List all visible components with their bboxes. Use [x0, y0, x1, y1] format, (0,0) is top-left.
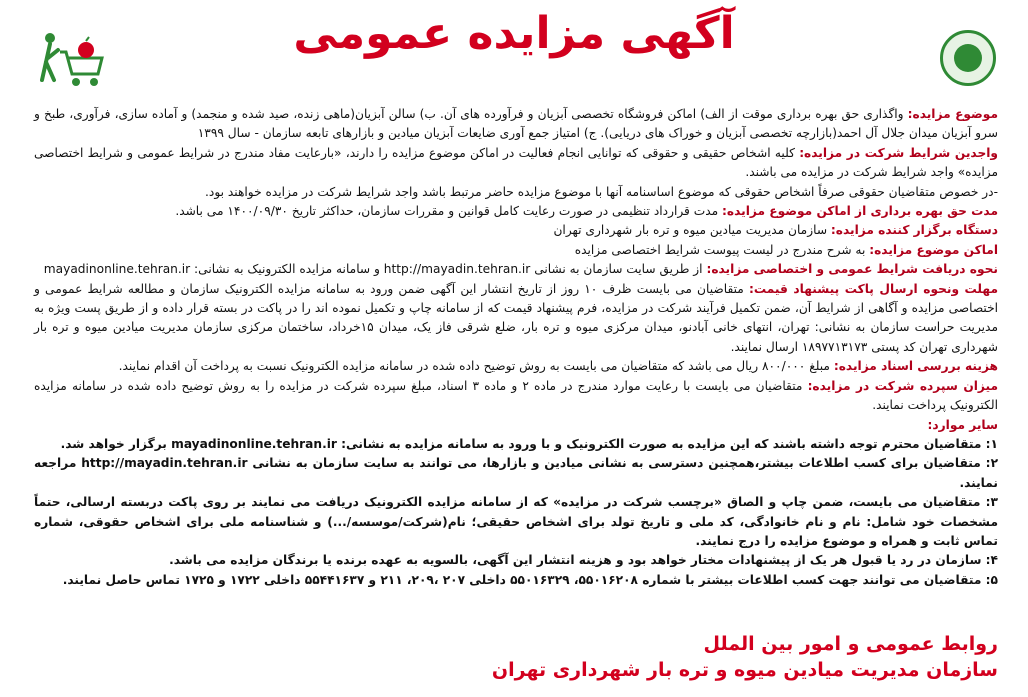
section-legal-entities: -در خصوص متقاضیان حقوقی صرفاً اشخاص حقوقی که موضوع اساسنامه آنها با موضوع مزایده حاضر مرتبط باشد واجد شرایط شرکت در مزایده خواهند بود. [205, 184, 998, 199]
other-item-5: ۵: متقاضیان می توانند جهت کسب اطلاعات بیشتر با شماره ۵۵۰۱۶۲۰۸، ۵۵۰۱۶۳۲۹ داخلی ۲۰۷ ،۲۰۹، ۲۱۱ و ۵۵۴۴۱۶۳۷ داخلی ۱۷۲۲ و ۱۷۲۵ تماس حاصل نمایند. [62, 572, 998, 587]
other-item-4: ۴: سازمان در رد یا قبول هر یک از پیشنهادات مختار خواهد بود و هزینه انتشار این آگهی، بالسویه به عهده برنده یا برندگان مزایده می باشد. [169, 553, 998, 568]
section-deposit: میزان سپرده شرکت در مزایده: متقاضیان می بایست با رعایت موارد مندرج در ماده ۲ و ماده ۳ اسناد، مبلغ سپرده شرکت در مزایده را به روش توضیح داده شده در سامانه مزایده الکترونیک پرداخت نمایند. [34, 378, 999, 413]
footer-line-pr: روابط عمومی و امور بین الملل [703, 633, 998, 655]
page-title: آگهی مزایده عمومی [293, 8, 735, 59]
section-documents: نحوه دریافت شرایط عمومی و اختصاصی مزایده: از طریق سایت سازمان به نشانی http://mayadin.tehran.ir و سامانه مزایده الکترونیک به نشانی: mayadinonline.tehran.ir [43, 262, 998, 277]
section-duration: مدت حق بهره برداری از اماکن موضوع مزایده: مدت قرارداد تنظیمی در صورت رعایت کامل قوانین و مقررات سازمان، حداکثر تاریخ ۱۴۰۰/۰۹/۳۰ می باشد. [175, 204, 998, 219]
section-review-fee: هزینه بررسی اسناد مزایده: مبلغ ۸۰۰/۰۰۰ ریال می باشد که متقاضیان می بایست به روش توضیح داده شده در سامانه مزایده الکترونیک نسبت به پرداخت آن اقدام نمایند. [118, 359, 998, 374]
footer-signature [492, 631, 998, 683]
other-item-3: ۳: متقاضیان می بایست، ضمن چاپ و الصاق «برچسب شرکت در مزایده» که از سامانه مزایده الکترونیک دریافت می نمایند بر روی پاکت دربسته ارسالی، حتماً مشخصات خود شامل: نام و نام خانوادگی، کد ملی و تاریخ تولد برای اشخاص حقیقی؛ نام(شرکت/موسسه/...) و شناسنامه ملی برای اشخاص حقوقی، شماره تماس ثابت و همراه و موضوع مزایده را درج نمایند. [34, 495, 998, 548]
section-eligibility: واجدین شرایط شرکت در مزایده: کلیه اشخاص حقیقی و حقوقی که توانایی انجام فعالیت در اماکن موضوع مزایده را دارند، «بارعایت مفاد مندرج در شرایط عمومی و شرایط اختصاصی مزایده» واجد شرایط شرکت در مزایده می باشند. [34, 145, 999, 180]
section-other: سایر موارد: [927, 417, 998, 432]
section-organizer: دستگاه برگزار کننده مزایده: سازمان مدیریت میادین میوه و تره بار شهرداری تهران [553, 223, 998, 238]
other-item-2: ۲: متقاضیان برای کسب اطلاعات بیشتر،همچنین دسترسی به نشانی میادین و بازارها، می توانند به سایت سازمان به نشانی http://mayadin.tehran.ir مراجعه نمایند. [34, 456, 999, 490]
header [30, 0, 998, 105]
footer-line-org: سازمان مدیریت میادین میوه و تره بار شهرداری تهران [491, 659, 998, 681]
other-item-1: ۱: متقاضیان محترم توجه داشته باشند که این مزایده به صورت الکترونیک و با ورود به سامانه مزایده به نشانی: mayadinonline.tehran.ir برگزار خواهد شد. [60, 436, 998, 451]
section-subject: موضوع مزایده: واگذاری حق بهره برداری موقت از الف) اماکن فروشگاه تخصصی آبزیان و فرآورده های آن. ب) سالن آبزیان(ماهی زنده، صید شده و منجمد) و آماده سازی، فرآوری، طبخ و سرو آبزیان میدان جلال آل احمد(بازارچه تخصصی آبزیان و خوراک های دریایی). ج) امتیاز جمع آوری ضایعات آبزیان میادین و بازارهای تابعه سازمان - سال ۱۳۹۹ [34, 107, 998, 141]
section-venues: اماکن موضوع مزایده: به شرح مندرج در لیست پیوست شرایط اختصاصی مزایده [574, 242, 998, 257]
shopping-cart-icon [36, 28, 106, 98]
section-deadline: مهلت ونحوه ارسال پاکت پیشنهاد قیمت: متقاضیان می بایست ظرف ۱۰ روز از تاریخ انتشار این آگهی ضمن ورود به سامانه مزایده الکترونیک سازمان و مطالعه شرایط عمومی و اختصاصی مزایده و آگاهی از شرایط آن، ضمن تکمیل فرآیند شرکت در مزایده، فرم پیشنهاد قیمت که از سامانه چاپ و تکمیل نموده اند را در پاکت در بسته قرار داده و از طریق پست ویژه به مدیریت حراست سازمان به نشانی: تهران، انتهای خانی آبادنو، میدان مرکزی میوه و تره بار، ضلع شرقی فاز یک، میدان ۱۵خرداد، ساختمان مرکزی سازمان مدیریت میادین میوه و تره بار شهرداری تهران کد پستی ۱۸۹۷۷۱۳۱۷۳ ارسال نمایند. [34, 281, 999, 354]
notice-body [30, 105, 998, 590]
